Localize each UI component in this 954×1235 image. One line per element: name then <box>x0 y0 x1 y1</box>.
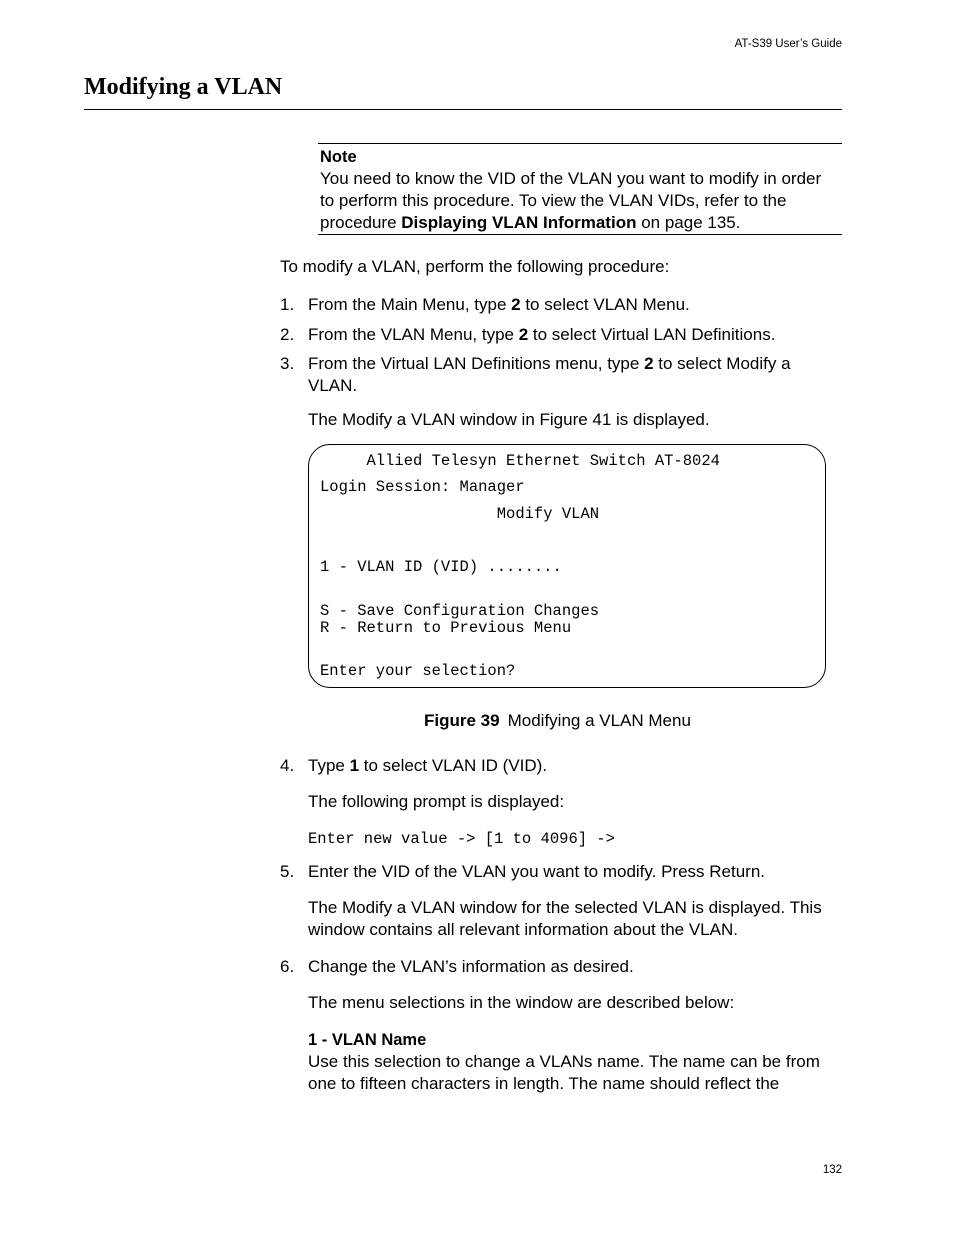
terminal-window <box>308 444 826 688</box>
vlan-name-subhead: 1 - VLAN Name <box>308 1031 427 1049</box>
window-displayed-text: The Modify a VLAN window in Figure 41 is displayed. <box>308 410 710 429</box>
step-text-suffix: to select VLAN Menu. <box>520 295 690 314</box>
note-line-3-prefix: procedure <box>320 213 402 232</box>
vlan-name-line-1: Use this selection to change a VLANs name. The name can be from <box>308 1052 820 1071</box>
terminal-session: Login Session: Manager <box>320 478 525 496</box>
step-text <box>308 294 842 316</box>
title-rule <box>84 109 842 110</box>
step-number: 1. <box>280 295 295 314</box>
selected-window-line-2: window contains all relevant information about the VLAN. <box>308 920 738 939</box>
step-number: 4. <box>280 756 295 775</box>
step-4 <box>280 755 842 777</box>
figure-caption-text: Modifying a VLAN Menu <box>507 711 691 730</box>
step-key: 2 <box>511 295 521 314</box>
step-5 <box>280 861 842 883</box>
step-text-prefix: From the Virtual LAN Definitions menu, type <box>308 354 645 373</box>
step-text-suffix: to select VLAN ID (VID). <box>359 756 548 775</box>
terminal-option-save: S - Save Configuration Changes <box>320 602 600 620</box>
step-key: 1 <box>349 756 360 775</box>
step-6 <box>280 956 842 978</box>
step-number: 2. <box>280 325 295 344</box>
note-text <box>320 168 842 234</box>
note-heading: Note <box>320 148 357 166</box>
page-number: 132 <box>822 1164 842 1176</box>
running-header: AT-S39 User’s Guide <box>734 38 842 50</box>
terminal-prompt: Enter your selection? <box>320 662 516 680</box>
step-key: 2 <box>644 354 654 373</box>
step-text-line-1 <box>308 353 842 375</box>
step-text-line-2: VLAN. <box>308 376 358 395</box>
step-text: Change the VLAN’s information as desired. <box>308 957 634 976</box>
step-1 <box>280 294 842 316</box>
terminal-option-return: R - Return to Previous Menu <box>320 619 572 637</box>
step-text-prefix: Type <box>308 756 350 775</box>
vlan-name-description <box>308 1051 842 1095</box>
terminal-option-vid: 1 - VLAN ID (VID) ........ <box>320 558 562 576</box>
selected-window-text <box>308 897 842 941</box>
figure-label: Figure 39 <box>424 711 500 730</box>
prompt-displayed-text: The following prompt is displayed: <box>308 792 565 811</box>
intro-text: To modify a VLAN, perform the following procedure: <box>280 257 670 276</box>
step-text <box>308 324 842 346</box>
terminal-title: Allied Telesyn Ethernet Switch AT-8024 <box>320 452 720 470</box>
step-number: 3. <box>280 354 295 373</box>
note-box <box>318 143 842 235</box>
step-text: Enter the VID of the VLAN you want to modify. Press Return. <box>308 862 766 881</box>
prompt-code: Enter new value -> [1 to 4096] -> <box>308 830 615 848</box>
step-text-suffix: to select Virtual LAN Definitions. <box>528 325 776 344</box>
step-2 <box>280 324 842 346</box>
step-key: 2 <box>518 325 529 344</box>
step-3 <box>280 353 842 397</box>
step-text-suffix: to select Modify a <box>653 354 791 373</box>
step-text-prefix: From the Main Menu, type <box>308 295 512 314</box>
note-line-1: You need to know the VID of the VLAN you want to modify in order <box>320 169 822 188</box>
step-number: 5. <box>280 862 295 881</box>
section-title: Modifying a VLAN <box>84 74 283 100</box>
menu-selections-text: The menu selections in the window are described below: <box>308 993 735 1012</box>
note-line-2: to perform this procedure. To view the VLAN VIDs, refer to the <box>320 191 787 210</box>
step-text <box>308 755 842 777</box>
step-number: 6. <box>280 957 295 976</box>
note-line-3-suffix: on page 135. <box>636 213 741 232</box>
note-reference-link: Displaying VLAN Information <box>401 213 637 232</box>
step-text <box>308 353 842 397</box>
note-line-3 <box>320 212 842 234</box>
terminal-menu-title: Modify VLAN <box>320 505 600 523</box>
selected-window-line-1: The Modify a VLAN window for the selected VLAN is displayed. This <box>308 898 822 917</box>
vlan-name-line-2: one to fifteen characters in length. The name should reflect the <box>308 1074 780 1093</box>
step-text-prefix: From the VLAN Menu, type <box>308 325 519 344</box>
figure-caption-inner <box>424 710 691 732</box>
